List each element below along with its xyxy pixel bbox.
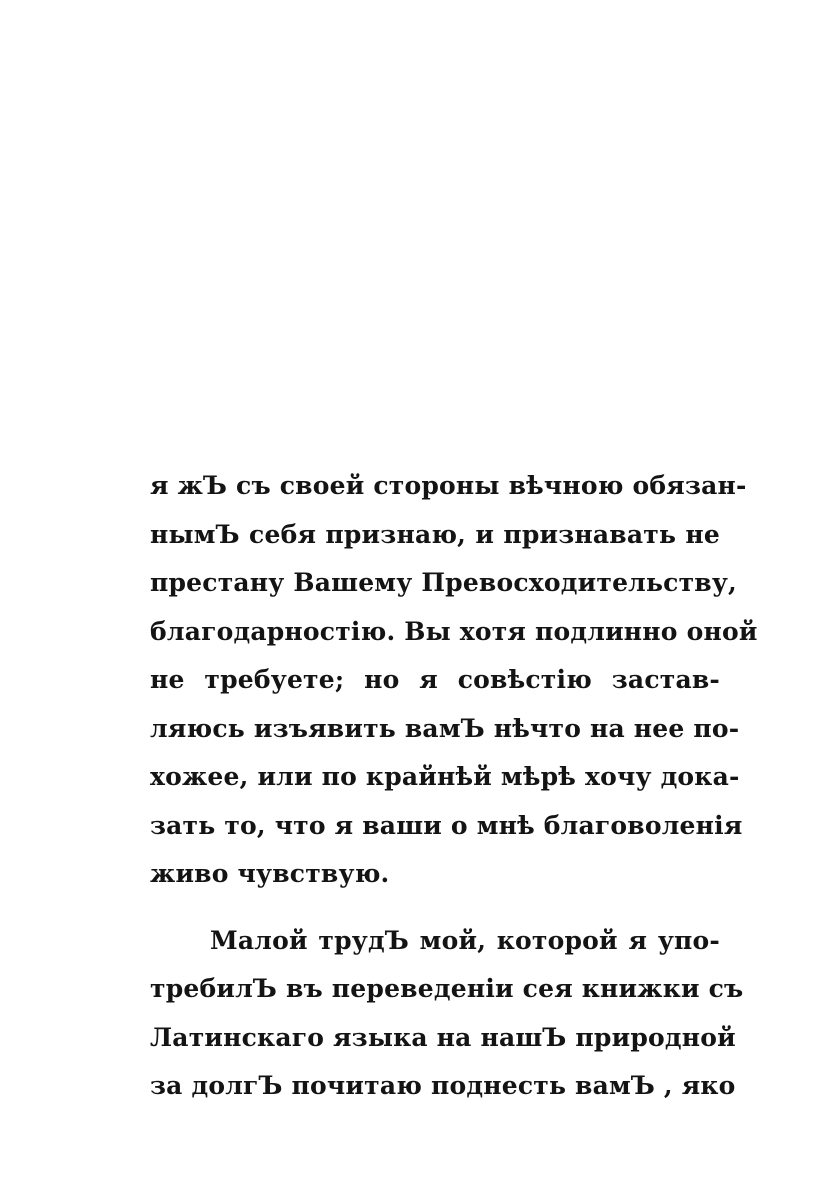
paragraph-1 bbox=[150, 462, 758, 899]
page-text bbox=[150, 462, 758, 1111]
text-line: я жЪ съ своей стороны вѣчною обязан- bbox=[150, 471, 747, 500]
text-line: требилЪ въ переведеніи сея книжки съ bbox=[150, 974, 744, 1003]
text-line: нымЪ себя признаю, и признавать не bbox=[150, 519, 720, 549]
text-line: не требуете; но я совѣстію застав- bbox=[150, 665, 720, 694]
text-line: живо чувствую. bbox=[150, 859, 390, 888]
text-line: зать то, что я ваши о мнѣ благоволенія bbox=[150, 810, 743, 840]
text-line: Малой трудЪ мой, которой я упо- bbox=[210, 925, 720, 955]
paragraph-2 bbox=[150, 917, 744, 1111]
text-line: престану Вашему Превосходительству, bbox=[150, 568, 737, 597]
text-line: ляюсь изъявить вамЪ нѣчто на нее по- bbox=[150, 713, 740, 743]
paragraph-gap bbox=[150, 899, 720, 917]
text-line: хожее, или по крайнѣй мѣрѣ хочу дока- bbox=[150, 762, 740, 791]
text-line: Латинскаго языка на нашЪ природной bbox=[150, 1022, 736, 1052]
text-line: благодарностію. Вы хотя подлинно оной bbox=[150, 616, 758, 646]
text-line: за долгЪ почитаю поднесть вамЪ , яко bbox=[150, 1071, 736, 1100]
